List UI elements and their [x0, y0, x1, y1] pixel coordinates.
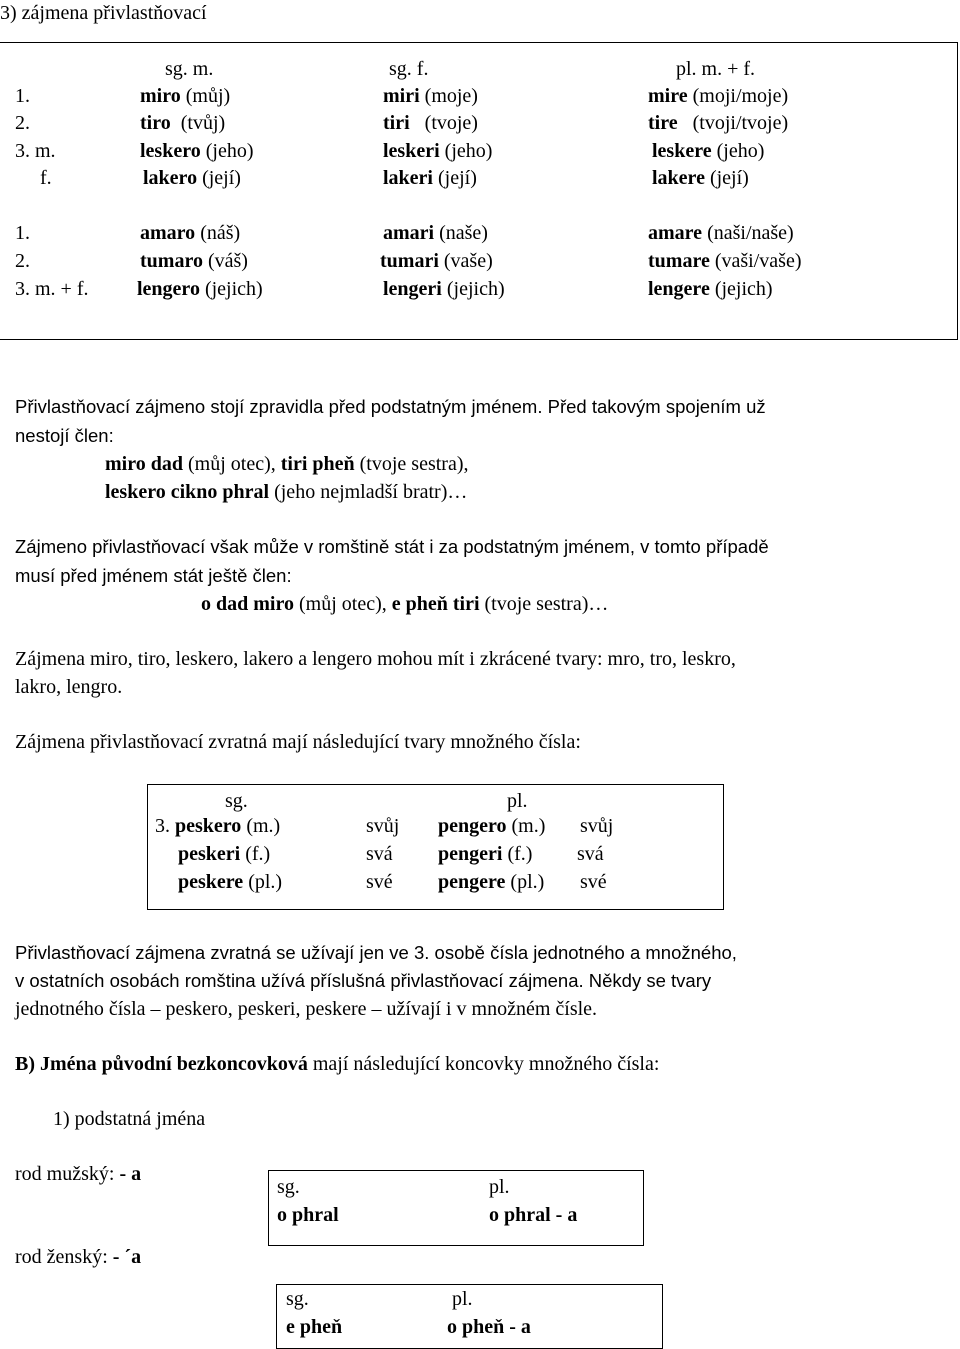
- reflexive-sg-czech: své: [366, 871, 393, 893]
- table-row-person: 3. m.: [15, 140, 56, 162]
- feminine-sg-header: sg.: [286, 1288, 309, 1310]
- table-cell-sg-m: lengero (jejich): [137, 278, 263, 300]
- col-header-sg-f: sg. f.: [389, 58, 429, 80]
- table-row-person: f.: [40, 167, 52, 189]
- table-cell-sg-m: tiro (tvůj): [140, 112, 226, 134]
- table-cell-sg-m: leskero (jeho): [140, 140, 254, 162]
- paragraph-line: v ostatních osobách romština užívá příslušná přivlastňovací zájmena. Někdy se tvary: [15, 970, 712, 991]
- table-cell-sg-m: amaro (náš): [140, 222, 241, 244]
- reflexive-pl-czech: své: [580, 871, 607, 893]
- reflexive-sg-cell: 3. peskero (m.): [155, 815, 281, 837]
- subsection-heading: 1) podstatná jména: [53, 1108, 206, 1130]
- paragraph-line: Zájmena přivlastňovací zvratná mají následující tvary množného čísla:: [15, 731, 581, 753]
- table-row-person: 2.: [15, 112, 30, 134]
- table-cell-sg-m: miro (můj): [140, 85, 231, 107]
- feminine-sg-form: e pheň: [286, 1316, 343, 1338]
- table-row-person: 3. m. + f.: [15, 278, 89, 300]
- col-header-sg-m: sg. m.: [165, 58, 214, 80]
- table-row-person: 1.: [15, 85, 30, 107]
- table-cell-sg-f: miri (moje): [383, 85, 478, 107]
- section-b-heading: B) Jména původní bezkoncovková mají následující koncovky množného čísla:: [15, 1053, 660, 1075]
- reflexive-pl-czech: svůj: [580, 815, 614, 837]
- table-row-person: 2.: [15, 250, 30, 272]
- reflexive-sg-czech: svá: [366, 843, 393, 865]
- table-row-person: 1.: [15, 222, 30, 244]
- table-cell-sg-f: amari (naše): [383, 222, 488, 244]
- reflexive-pl-cell: pengero (m.): [438, 815, 546, 837]
- section-heading: 3) zájmena přivlastňovací: [0, 2, 207, 24]
- feminine-pl-form: o pheň - a: [447, 1316, 531, 1338]
- col-header-pl: pl. m. + f.: [676, 58, 756, 80]
- example-line: leskero cikno phral (jeho nejmladší bratr)…: [105, 481, 468, 503]
- reflexive-pl-czech: svá: [577, 843, 604, 865]
- table-cell-sg-f: leskeri (jeho): [383, 140, 493, 162]
- masculine-label: rod mužský: - a: [15, 1163, 142, 1185]
- table-cell-pl: mire (moji/moje): [648, 85, 789, 107]
- paragraph-line: Přivlastňovací zájmeno stojí zpravidla před podstatným jménem. Před takovým spojením už: [15, 396, 766, 417]
- reflexive-sg-cell: peskere (pl.): [178, 871, 283, 893]
- paragraph-line: Zájmena miro, tiro, leskero, lakero a lengero mohou mít i zkrácené tvary: mro, tro, leskro,: [15, 648, 736, 670]
- example-line: miro dad (můj otec), tiri pheň (tvoje sestra),: [105, 453, 469, 475]
- table-cell-pl: tumare (vaši/vaše): [648, 250, 802, 272]
- table-cell-pl: lakere (její): [652, 167, 749, 189]
- paragraph-line: nestojí člen:: [15, 425, 114, 446]
- masculine-sg-form: o phral: [277, 1204, 339, 1226]
- masculine-sg-header: sg.: [277, 1176, 300, 1198]
- reflexive-sg-czech: svůj: [366, 815, 400, 837]
- paragraph-line: jednotného čísla – peskero, peskeri, peskere – užívají i v množném čísle.: [15, 998, 598, 1020]
- paragraph-line: lakro, lengro.: [15, 676, 123, 698]
- paragraph-line: Zájmeno přivlastňovací však může v romštině stát i za podstatným jménem, v tomto případě: [15, 536, 769, 557]
- table-cell-sg-f: lakeri (její): [383, 167, 477, 189]
- feminine-pl-header: pl.: [452, 1288, 473, 1310]
- reflexive-sg-cell: peskeri (f.): [178, 843, 271, 865]
- table-cell-sg-m: lakero (její): [143, 167, 241, 189]
- table-cell-sg-f: tumari (vaše): [380, 250, 493, 272]
- feminine-label: rod ženský: - ´a: [15, 1246, 142, 1268]
- table-cell-pl: amare (naši/naše): [648, 222, 794, 244]
- paragraph-line: Přivlastňovací zájmena zvratná se užívají jen ve 3. osobě čísla jednotného a množného,: [15, 942, 737, 963]
- table-cell-sg-f: tiri (tvoje): [383, 112, 478, 134]
- table-cell-sg-f: lengeri (jejich): [383, 278, 505, 300]
- table-cell-pl: tire (tvoji/tvoje): [648, 112, 789, 134]
- table-cell-pl: lengere (jejich): [648, 278, 773, 300]
- reflexive-pl-cell: pengere (pl.): [438, 871, 545, 893]
- table-cell-sg-m: tumaro (váš): [140, 250, 248, 272]
- example-line: o dad miro (můj otec), e pheň tiri (tvoje sestra)…: [201, 593, 609, 615]
- table-cell-pl: leskere (jeho): [652, 140, 765, 162]
- reflexive-header-sg: sg.: [225, 790, 248, 812]
- reflexive-pl-cell: pengeri (f.): [438, 843, 533, 865]
- reflexive-header-pl: pl.: [507, 790, 528, 812]
- masculine-pl-header: pl.: [489, 1176, 510, 1198]
- masculine-pl-form: o phral - a: [489, 1204, 578, 1226]
- paragraph-line: musí před jménem stát ještě člen:: [15, 565, 292, 586]
